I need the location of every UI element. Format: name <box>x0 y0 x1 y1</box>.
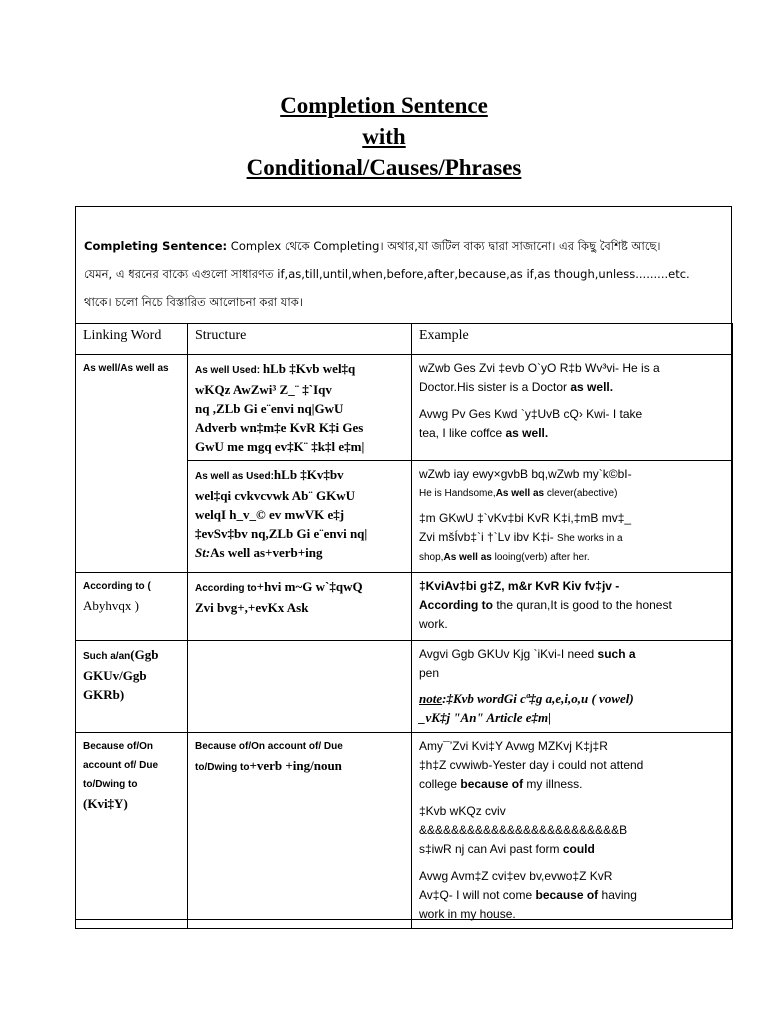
structure-text: Because of/On account of/ Due <box>195 741 343 752</box>
example-text: Avwg Avm‡Z cvi‡ev bv,evwo‡Z KvR <box>419 869 613 883</box>
table-row <box>76 641 733 733</box>
cell-example <box>412 355 733 461</box>
example-text: work. <box>419 617 448 631</box>
cell-example <box>412 461 733 573</box>
cell-linking-word <box>76 733 188 929</box>
example-bold: As well as <box>495 488 545 499</box>
example-bold: because of <box>535 888 599 902</box>
cell-structure-empty <box>188 641 412 733</box>
linking-word-table <box>75 323 733 929</box>
title-line-2: with <box>362 124 406 149</box>
example-text: clever(abective) <box>544 488 618 499</box>
structure-text: hLb ‡Kvb wel‡q <box>262 361 356 376</box>
example-text: Avgvi Ggb GKUv Kjg `iKvi-I need <box>419 647 598 661</box>
structure-text: Adverb wn‡m‡e KvR K‡i Ges <box>195 420 364 435</box>
word-translation: GKRb) <box>83 687 125 702</box>
example-text: s‡iwR nj can Avi past form <box>419 842 563 856</box>
cell-structure <box>188 573 412 641</box>
title-line-1: Completion Sentence <box>280 93 488 118</box>
example-text: work in my house. <box>419 907 516 921</box>
example-text: my illness. <box>523 777 583 791</box>
word-translation: Abyhvqx ) <box>83 598 139 613</box>
table-row <box>76 355 733 461</box>
header-linking-word: Linking Word <box>76 324 188 355</box>
word-according-to: According to ( <box>83 581 151 592</box>
example-text: shop, <box>419 552 444 563</box>
structure-text: hLb ‡Kv‡bv <box>273 467 344 482</box>
example-text: Avwg Pv Ges Kwd `y‡UvB cQ› Kwi- I take <box>419 407 643 421</box>
example-bold: such a <box>597 647 636 661</box>
example-text: ‡h‡Z cvwiwb-Yester day i could not attend <box>419 758 644 772</box>
intro-line-2: যেমন, এ ধরনের বাক্যে এগুলো সাধারণত if,as,till,until,when,before,after,because,as if,as though,unless.........etc. <box>84 267 690 281</box>
example-text: &&&&&&&&&&&&&&&&&&&&&&&&&B <box>419 823 628 837</box>
note-text: :‡Kvb wordGi cª‡g a,e,i,o,u ( vowel) <box>442 691 634 706</box>
example-text: He is Handsome, <box>419 488 496 499</box>
word-because-of: account of/ Due <box>83 760 159 771</box>
structure-text: welqI h_v_© ev mwVK e‡j <box>195 507 345 522</box>
table-row <box>76 733 733 929</box>
example-text: tea, I like coffce <box>419 426 506 440</box>
example-text: pen <box>419 666 440 680</box>
word-translation: (Kvi‡Y) <box>83 796 128 811</box>
example-text: Av‡Q- I will not come <box>419 888 536 902</box>
table-row <box>76 573 733 641</box>
structure-prefix: to/Dwing to <box>195 762 250 773</box>
example-text: She works in a <box>557 533 623 544</box>
word-because-of: Because of/On <box>83 741 154 752</box>
example-text: wZwb iay ewy×gvbB bq,wZwb my`k©bI- <box>419 467 632 481</box>
word-such-a: Such a/an <box>83 651 131 662</box>
example-bold: as well. <box>570 380 614 394</box>
example-text: ‡KviAv‡bi g‡Z, m&r KvR Kiv fv‡jv - <box>419 579 620 593</box>
word-because-of: to/Dwing to <box>83 779 138 790</box>
cell-structure <box>188 733 412 929</box>
structure-text: ‡evSv‡bv nq,ZLb Gi e¨envi nq| <box>195 526 368 541</box>
word-translation: (Ggb <box>130 647 159 662</box>
example-bold: According to <box>419 598 493 612</box>
example-text: looing(verb) after her. <box>491 552 590 563</box>
structure-formula: As well as+verb+ing <box>210 545 323 560</box>
example-bold: because of <box>460 777 524 791</box>
intro-heading: Completing Sentence: <box>84 239 228 253</box>
cell-linking-word <box>76 573 188 641</box>
example-text: college <box>419 777 461 791</box>
structure-text: GwU me mgq ev‡K¨ ‡k‡l e‡m| <box>195 439 365 454</box>
example-bold: as well. <box>505 426 549 440</box>
example-text: having <box>598 888 637 902</box>
cell-structure <box>188 355 412 461</box>
structure-text: wKQz AwZwi³ Z_¨ ‡`Iqv <box>195 382 332 397</box>
cell-linking-word <box>76 355 188 573</box>
cell-structure <box>188 461 412 573</box>
structure-text: wel‡qi cvkvcvwk Ab¨ GKwU <box>195 488 355 503</box>
structure-prefix: As well Used: <box>195 365 263 376</box>
intro-line-3: থাকে। চলো নিচে বিস্তারিত আলোচনা করা যাক। <box>84 295 303 309</box>
header-example: Example <box>412 324 733 355</box>
cell-example <box>412 641 733 733</box>
example-bold: As well as <box>443 552 492 563</box>
intro-block <box>84 232 724 316</box>
cell-linking-word <box>76 641 188 733</box>
example-text: Zvi mšÍvb‡`i †`Lv ibv K‡i- <box>419 530 558 544</box>
header-structure: Structure <box>188 324 412 355</box>
structure-text: +hvi m~G w`‡qwQ <box>256 579 363 594</box>
example-text: Doctor.His sister is a Doctor <box>419 380 571 394</box>
note-text: _vK‡j "An" Article e‡m| <box>419 710 552 725</box>
structure-prefix: According to <box>195 583 257 594</box>
example-text: ‡m GKwU ‡`vKv‡bi KvR K‡i,‡mB mv‡_ <box>419 511 632 525</box>
example-text: wZwb Ges Zvi ‡evb O`yO R‡b Wv³vi- He is a <box>419 361 660 375</box>
table-header-row <box>76 324 733 355</box>
example-text: ‡Kvb wKQz cviv <box>419 804 506 818</box>
cell-example <box>412 573 733 641</box>
cell-example <box>412 733 733 929</box>
structure-formula: +verb +ing/noun <box>249 758 342 773</box>
note-label: note <box>419 691 443 706</box>
title-line-3: Conditional/Causes/Phrases <box>246 155 522 180</box>
example-bold: could <box>562 842 595 856</box>
structure-st-label: St: <box>195 545 211 560</box>
intro-line-1 <box>84 232 724 260</box>
structure-prefix: As well as Used: <box>195 471 274 482</box>
intro-line-1-text: Complex থেকে Completing। অথার,যা জটিল বাক্য দ্বারা সাজানো। এর কিছু বৈশিষ্ট আছে। <box>227 239 661 253</box>
example-text: Amy¯’Zvi Kvi‡Y Avwg MZKvj K‡j‡R <box>419 739 608 753</box>
word-translation: GKUv/Ggb <box>83 668 147 683</box>
example-text: the quran,It is good to the honest <box>493 598 672 612</box>
structure-text: Zvi bvg+,+evKx Ask <box>195 600 309 615</box>
structure-text: nq ,ZLb Gi e¨envi nq|GwU <box>195 401 344 416</box>
word-as-well: As well/As well as <box>83 363 169 374</box>
